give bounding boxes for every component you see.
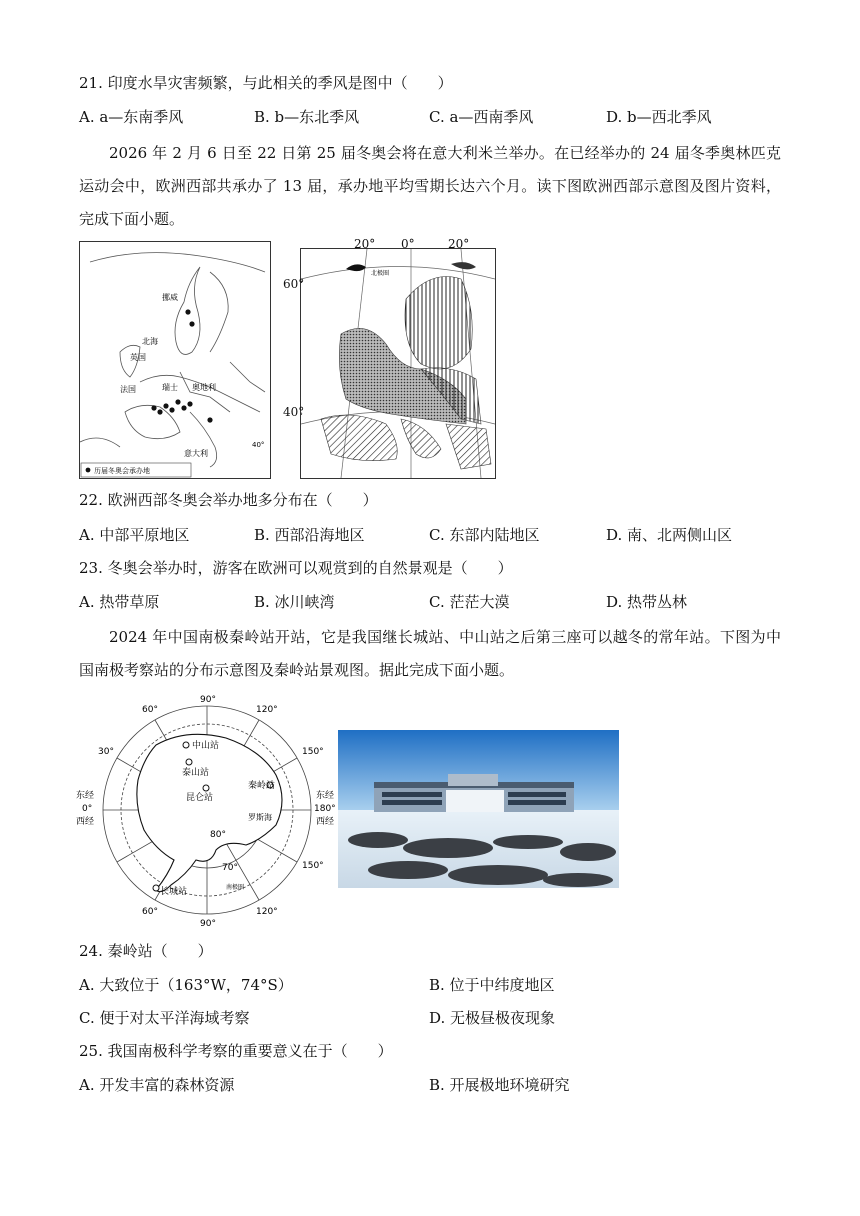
label-lon-30-top: 30° — [98, 747, 114, 757]
label-lon-60-bottom: 60° — [142, 907, 158, 917]
label-norway: 挪威 — [162, 293, 178, 302]
label-north-sea: 北海 — [142, 337, 158, 346]
intro-europe: 2026 年 2 月 6 日至 22 日第 25 届冬奥会将在意大利米兰举办。在已经举办的 24 届冬季奥林匹克运动会中，欧洲西部共承办了 13 届，承办地平均雪期长达六个月。读下图欧洲西部示意图及图片资料，完成下面小题。 — [79, 144, 781, 228]
label-arctic-circle: 北极圈 — [371, 270, 390, 277]
label-lat-70: 70° — [222, 863, 238, 873]
label-zhongshan: 中山站 — [192, 741, 220, 751]
label-lon-20e-top: 20° — [448, 237, 470, 251]
label-lon-150-top: 150° — [302, 747, 324, 757]
label-lat-40-side: 40° — [283, 405, 305, 419]
q24-stem: 24. 秦岭站（ ） — [79, 942, 213, 960]
label-east-left: 东经 — [76, 791, 95, 801]
label-east-right: 东经 — [316, 791, 335, 801]
label-taishan: 泰山站 — [182, 768, 210, 778]
label-lat-80: 80° — [210, 830, 226, 840]
label-lon-120-bottom: 120° — [256, 907, 278, 917]
europe-climate-map — [300, 248, 496, 479]
q22-option-d: D. 南、北两侧山区 — [606, 526, 733, 544]
qinling-station-photo — [338, 730, 619, 888]
label-kunlun: 昆仑站 — [186, 793, 214, 803]
q21-option-a: A. a—东南季风 — [79, 108, 184, 126]
label-lat-60-side: 60° — [283, 277, 305, 291]
q23-option-b: B. 冰川峡湾 — [254, 593, 335, 611]
label-180-right: 180° — [314, 804, 336, 814]
label-uk: 英国 — [130, 353, 146, 362]
label-lon-60-top: 60° — [142, 705, 158, 715]
q24-option-c: C. 便于对太平洋海域考察 — [79, 1009, 250, 1027]
label-west-left: 西经 — [76, 817, 95, 827]
label-bottom-90: 90° — [200, 919, 216, 929]
label-antarctic-circle: 南极圈 — [226, 884, 245, 891]
q23-stem: 23. 冬奥会举办时，游客在欧洲可以观赏到的自然景观是（ ） — [79, 559, 513, 577]
legend-hosts: 历届冬奥会承办地 — [94, 467, 150, 475]
label-lat-40: 40° — [252, 441, 265, 449]
q22-stem: 22. 欧洲西部冬奥会举办地多分布在（ ） — [79, 491, 378, 509]
label-lon-0-top: 0° — [401, 237, 415, 251]
antarctic-stations-map — [76, 690, 338, 930]
q23-option-a: A. 热带草原 — [79, 593, 160, 611]
q24-option-a: A. 大致位于（163°W，74°S） — [79, 976, 293, 994]
q21-option-b: B. b—东北季风 — [254, 108, 360, 126]
label-qinling: 秦岭站 — [248, 781, 276, 791]
label-west-right: 西经 — [316, 817, 335, 827]
q24-option-b: B. 位于中纬度地区 — [429, 976, 555, 994]
label-france: 法国 — [120, 385, 136, 394]
q21-option-c: C. a—西南季风 — [429, 108, 534, 126]
q25-option-b: B. 开展极地环境研究 — [429, 1076, 570, 1094]
q22-option-c: C. 东部内陆地区 — [429, 526, 540, 544]
q24-option-d: D. 无极昼极夜现象 — [429, 1009, 556, 1027]
q22-option-a: A. 中部平原地区 — [79, 526, 190, 544]
label-0-left: 0° — [82, 804, 93, 814]
intro-antarctic: 2024 年中国南极秦岭站开站，它是我国继长城站、中山站之后第三座可以越冬的常年站。下图为中国南极考察站的分布示意图及秦岭站景观图。据此完成下面小题。 — [79, 628, 781, 679]
q21-option-d: D. b—西北季风 — [606, 108, 712, 126]
label-austria: 奥地利 — [192, 383, 216, 392]
label-top-90: 90° — [200, 695, 216, 705]
q21-stem: 21. 印度水旱灾害频繁，与此相关的季风是图中（ ） — [79, 74, 453, 92]
q25-stem: 25. 我国南极科学考察的重要意义在于（ ） — [79, 1042, 393, 1060]
label-ross-sea: 罗斯海 — [248, 813, 272, 822]
q23-option-d: D. 热带丛林 — [606, 593, 688, 611]
q22-option-b: B. 西部沿海地区 — [254, 526, 365, 544]
label-lon-20w-top: 20° — [354, 237, 376, 251]
label-switzerland: 瑞士 — [162, 383, 178, 392]
europe-hosts-map — [79, 241, 271, 479]
label-italy: 意大利 — [184, 449, 208, 458]
label-lon-150-bottom: 150° — [302, 861, 324, 871]
label-lon-120-top: 120° — [256, 705, 278, 715]
label-changcheng: 长城站 — [160, 887, 188, 897]
q25-option-a: A. 开发丰富的森林资源 — [79, 1076, 235, 1094]
q23-option-c: C. 茫茫大漠 — [429, 593, 510, 611]
